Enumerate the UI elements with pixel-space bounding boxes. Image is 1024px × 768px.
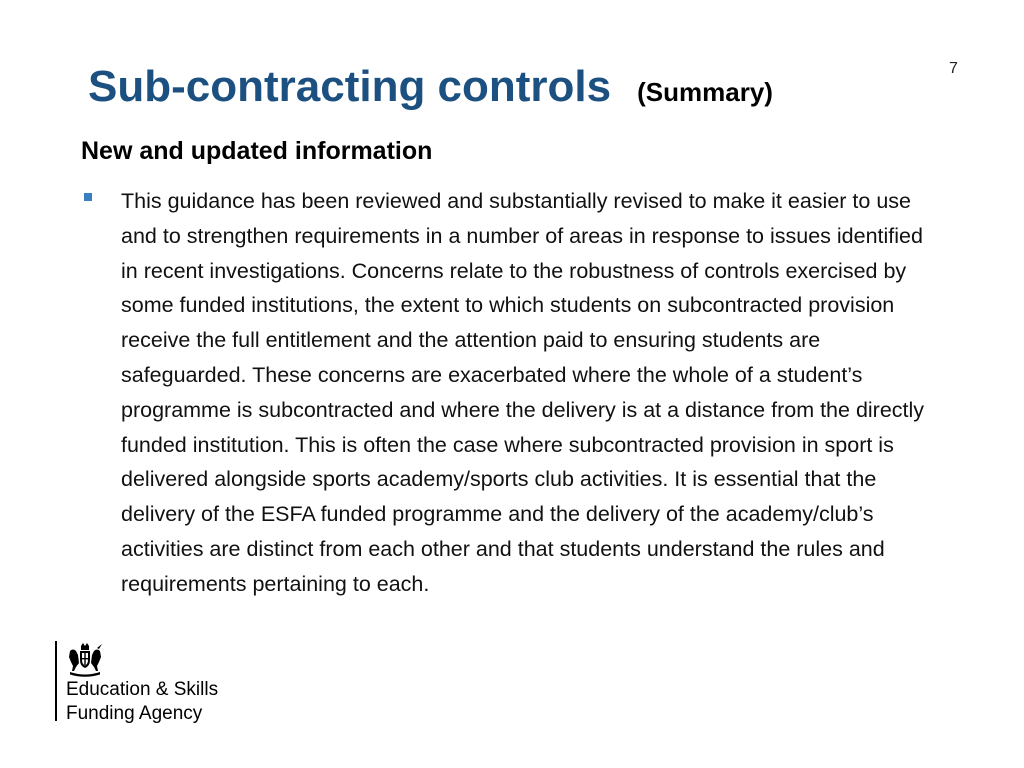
logo-text-line2: Funding Agency xyxy=(66,703,203,724)
slide-title-row xyxy=(88,62,773,112)
royal-crest-icon xyxy=(66,643,104,677)
slide-number: 7 xyxy=(949,60,958,77)
section-heading: New and updated information xyxy=(81,137,433,165)
esfa-logo xyxy=(55,641,255,723)
page-title: Sub-contracting controls xyxy=(88,62,612,111)
bullet-text: This guidance has been reviewed and substantially revised to make it easier to use and to strengthen requirements in a number of areas in response to issues identified in recent investigations. Concerns relate to the robustness of controls exercised by some funded institutions, the extent to which students on subcontracted provision receive the full entitlement and the attention paid to ensuring students are safeguarded. These concerns are exacerbated where the whole of a student’s programme is subcontracted and where the delivery is at a distance from the directly funded institution. This is often the case where subcontracted provision in sport is delivered alongside sports academy/sports club activities. It is essential that the delivery of the ESFA funded programme and the delivery of the academy/club’s activities are distinct from each other and that students understand the rules and requirements pertaining to each. xyxy=(121,189,925,596)
logo-divider xyxy=(55,641,57,721)
logo-text-line1: Education & Skills xyxy=(66,679,219,700)
title-suffix: (Summary) xyxy=(637,77,773,107)
bullet-list xyxy=(84,184,944,602)
square-bullet-icon xyxy=(84,193,92,201)
